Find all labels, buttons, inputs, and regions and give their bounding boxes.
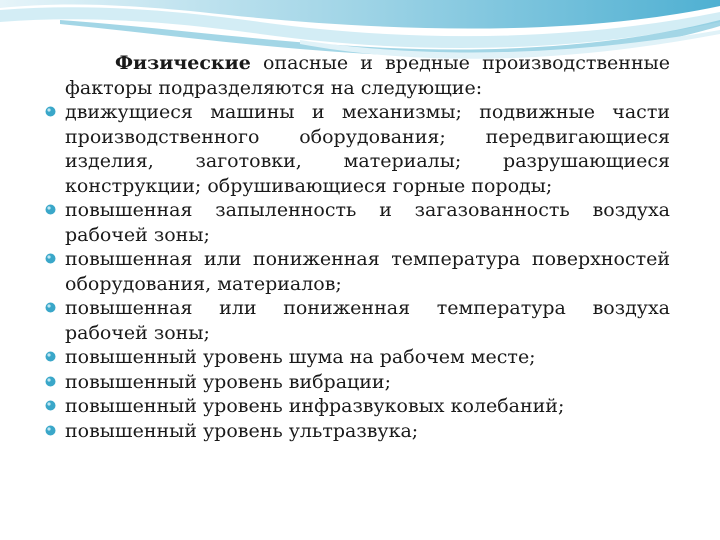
list-item-text: повышенный уровень вибрации; [65, 370, 391, 393]
intro-text: опасные и вредные производственные факторы подразделяются на следующие: [65, 52, 670, 99]
list-item-text: повышенная запыленность и загазованность воздуха рабочей зоны; [65, 199, 670, 246]
list-item-text: повышенная или пониженная температура поверхностей оборудования, материалов; [65, 248, 670, 295]
bullet-icon [45, 400, 56, 411]
bullet-icon [45, 376, 56, 387]
bullet-icon [45, 425, 56, 436]
list-item-text: повышенный уровень ультразвука; [65, 419, 419, 442]
bullet-icon [45, 351, 56, 362]
slide-body [45, 51, 670, 443]
list-item-text: движущиеся машины и механизмы; подвижные части производственного оборудования; передвигающиеся изделия, заготовки, материалы; разрушающиеся конструкции; обрушивающиеся горные породы; [65, 101, 670, 197]
bullet-icon [45, 302, 56, 313]
list-item [45, 247, 670, 296]
bullet-icon [45, 204, 56, 215]
intro-bold-word: Физические [115, 52, 251, 74]
list-item [45, 345, 670, 370]
list-item-text: повышенный уровень инфразвуковых колебаний; [65, 395, 565, 417]
list-item [45, 100, 670, 198]
list-item [45, 370, 670, 395]
list-item [45, 419, 670, 444]
bullet-icon [45, 253, 56, 264]
list-item [45, 198, 670, 247]
factor-list [45, 100, 670, 443]
list-item-text: повышенная или пониженная температура воздуха рабочей зоны; [65, 297, 670, 344]
list-item [45, 296, 670, 345]
bullet-icon [45, 106, 56, 117]
list-item-text: повышенный уровень шума на рабочем месте; [65, 346, 536, 368]
intro-paragraph [65, 51, 670, 100]
list-item [45, 394, 670, 419]
